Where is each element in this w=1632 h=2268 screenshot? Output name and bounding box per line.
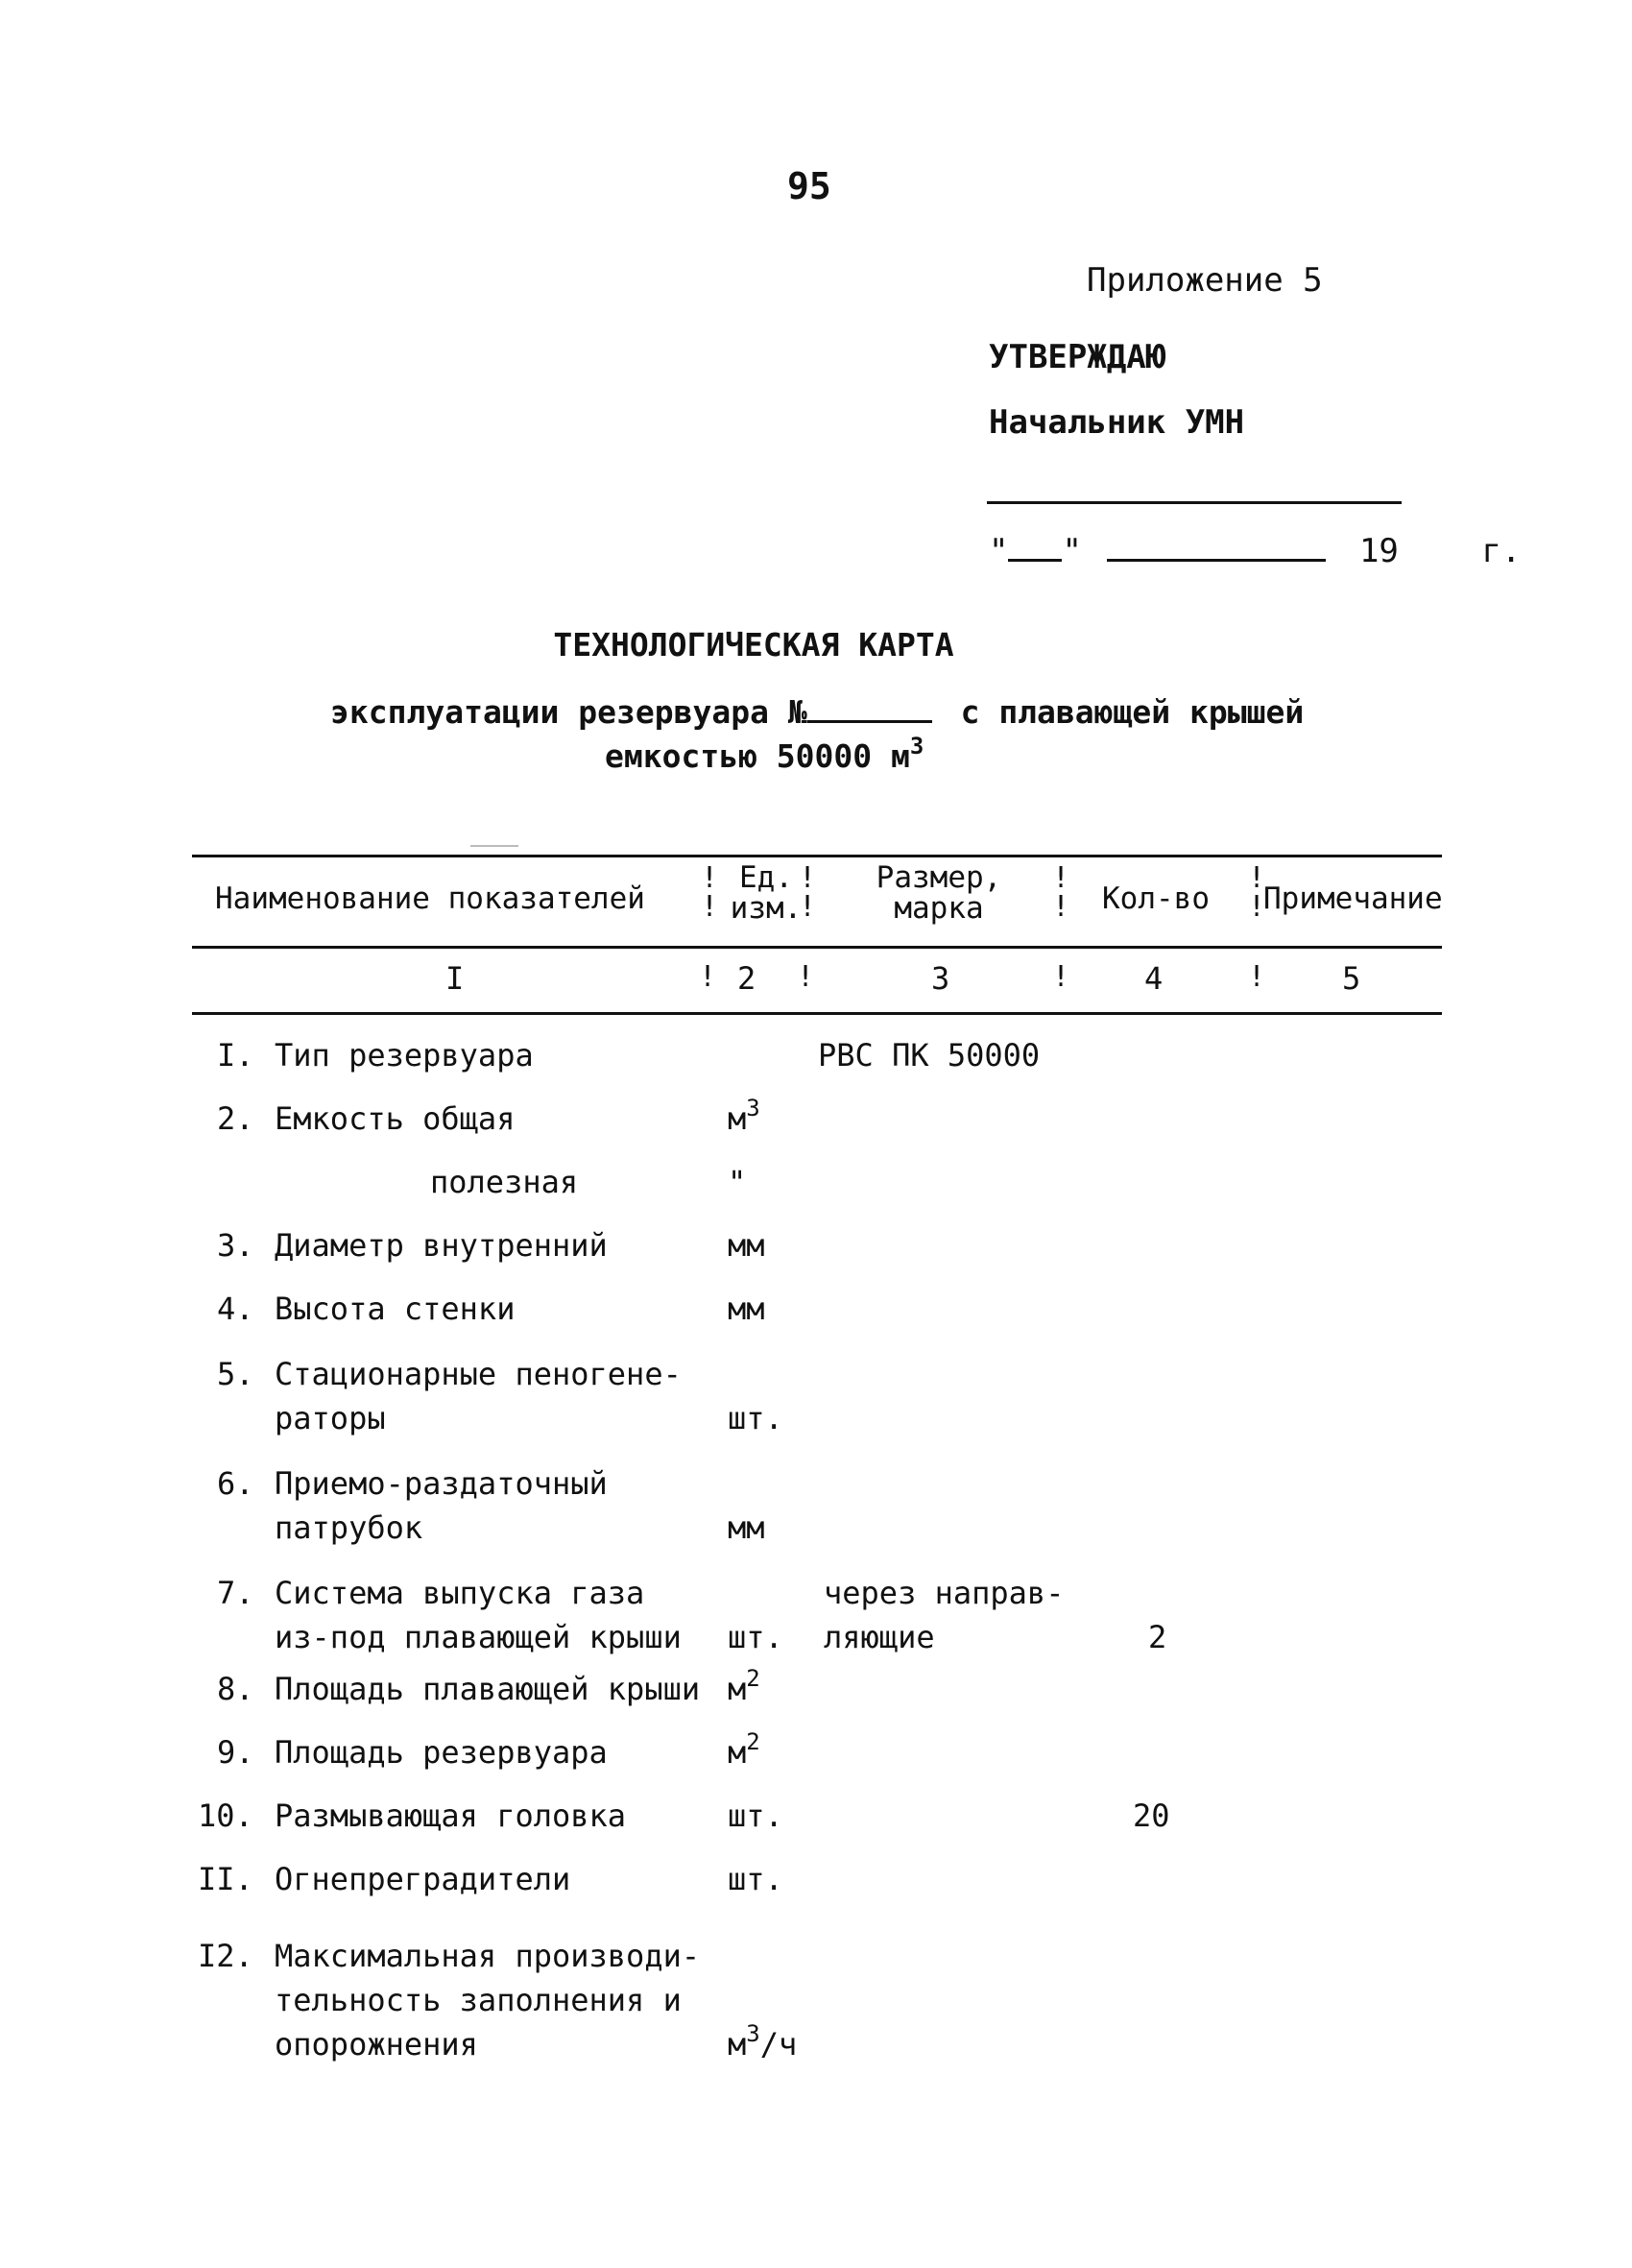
- tank-number-blank: [807, 691, 932, 723]
- row-unit: [728, 2020, 798, 2063]
- row-name: Высота стенки: [275, 1291, 516, 1327]
- column-separator: !: [699, 960, 717, 994]
- row-name: Размывающая головка: [275, 1798, 627, 1834]
- row-unit-text: м: [728, 2026, 747, 2063]
- header-separator: ! !: [799, 861, 817, 924]
- row-name: тельность заполнения и: [275, 1982, 682, 2018]
- capacity-text: емкостью 50000 м: [605, 737, 910, 775]
- row-number: 5.: [217, 1356, 254, 1392]
- row-name: из-под плавающей крыши: [275, 1619, 682, 1655]
- row-unit-sup: 3: [746, 1095, 760, 1122]
- row-unit-sup: 2: [746, 1728, 760, 1755]
- header-size: [833, 862, 1044, 924]
- row-unit: [728, 1164, 746, 1200]
- row-name: Емкость общая: [275, 1100, 516, 1137]
- row-name: патрубок: [275, 1509, 423, 1546]
- row-name: Площадь плавающей крыши: [275, 1671, 701, 1707]
- appendix-label: Приложение 5: [1087, 261, 1323, 300]
- row-name: Тип резервуара: [275, 1037, 534, 1074]
- row-unit-text: м: [728, 1100, 747, 1137]
- row-size: через направ-: [824, 1575, 1065, 1611]
- row-number: 4.: [217, 1291, 254, 1327]
- header-unit-line1: Ед.: [739, 860, 793, 895]
- column-numbers-rule: [192, 1012, 1442, 1015]
- row-number: 3.: [217, 1227, 254, 1264]
- row-unit-text: м: [728, 1734, 747, 1771]
- row-unit: [728, 1798, 783, 1834]
- row-name: Приемо-раздаточный: [275, 1465, 608, 1502]
- column-number: 4: [1144, 960, 1164, 997]
- row-number: 8.: [217, 1671, 254, 1707]
- row-name: Диаметр внутренний: [275, 1227, 608, 1264]
- column-number: 5: [1342, 960, 1361, 997]
- header-bottom-rule: [192, 946, 1442, 949]
- row-unit-suffix: /ч: [759, 2026, 798, 2063]
- subtitle-part1: эксплуатации резервуара №: [330, 693, 807, 731]
- row-number: 10.: [198, 1798, 253, 1834]
- header-separator: ! !: [1052, 861, 1070, 924]
- row-size: ляющие: [824, 1619, 935, 1655]
- header-name: Наименование показателей: [215, 881, 645, 916]
- column-separator: !: [1052, 960, 1070, 994]
- column-number: 2: [737, 960, 756, 997]
- row-unit-text: шт.: [728, 1861, 783, 1897]
- row-name: опорожнения: [275, 2026, 478, 2063]
- row-number: II.: [198, 1861, 253, 1897]
- document-title: ТЕХНОЛОГИЧЕСКАЯ КАРТА: [553, 626, 954, 664]
- row-unit: [728, 1728, 760, 1771]
- date-quote-close: ": [1062, 532, 1082, 570]
- row-number: I.: [217, 1037, 254, 1074]
- row-number: 6.: [217, 1465, 254, 1502]
- row-name: Площадь резервуара: [275, 1734, 608, 1771]
- row-unit: [728, 1861, 783, 1897]
- capacity-sup: 3: [909, 733, 924, 760]
- row-name: раторы: [275, 1400, 386, 1436]
- row-unit: [728, 1227, 765, 1264]
- row-unit-sup: 3: [746, 2020, 760, 2047]
- row-unit: [728, 1291, 765, 1327]
- row-unit-text: шт.: [728, 1798, 783, 1834]
- row-name: Система выпуска газа: [275, 1575, 645, 1611]
- approval-label: УТВЕРЖДАЮ: [989, 338, 1166, 376]
- header-size-line1: Размер,: [876, 860, 1002, 895]
- header-qty: Кол-во: [1102, 881, 1210, 916]
- row-name: Максимальная производи-: [275, 1938, 701, 1974]
- subtitle-part2: с плавающей крышей: [960, 693, 1305, 731]
- row-unit-text: шт.: [728, 1400, 783, 1436]
- year-prefix: 19: [1358, 532, 1399, 570]
- row-name: полезная: [430, 1164, 579, 1200]
- row-number: 9.: [217, 1734, 254, 1771]
- header-note: Примечание: [1263, 881, 1443, 916]
- header-size-line2: марка: [894, 891, 984, 926]
- row-unit-text: мм: [728, 1509, 765, 1546]
- column-number: 3: [931, 960, 950, 997]
- row-number: 2.: [217, 1100, 254, 1137]
- document-capacity: [605, 733, 924, 775]
- header-unit-line2: изм.: [730, 891, 803, 926]
- year-suffix: г.: [1481, 532, 1522, 570]
- row-unit: [728, 1509, 765, 1546]
- month-blank: [1107, 530, 1326, 562]
- row-unit-sup: 2: [746, 1665, 760, 1692]
- approval-date: [989, 530, 1521, 570]
- date-quote-open: ": [989, 532, 1009, 570]
- row-unit-text: шт.: [728, 1619, 783, 1655]
- day-blank: [1008, 530, 1062, 562]
- header-separator: ! !: [1248, 861, 1266, 924]
- row-unit-text: м: [728, 1671, 747, 1707]
- row-unit: [728, 1665, 760, 1707]
- row-name: Стационарные пеногене-: [275, 1356, 682, 1392]
- row-size: РВС ПК 50000: [818, 1037, 1041, 1074]
- row-unit-text: ": [728, 1164, 747, 1200]
- row-unit-text: мм: [728, 1227, 765, 1264]
- header-unit: [728, 862, 804, 924]
- document-subtitle: [330, 691, 1304, 731]
- row-unit-text: мм: [728, 1291, 765, 1327]
- row-name: Огнепреградители: [275, 1861, 571, 1897]
- row-qty: 20: [1133, 1798, 1170, 1834]
- row-qty: 2: [1148, 1619, 1167, 1655]
- row-number: 7.: [217, 1575, 254, 1611]
- table-top-rule: [192, 855, 1442, 857]
- row-unit: [728, 1619, 783, 1655]
- page-number: 95: [787, 165, 831, 207]
- row-unit: [728, 1400, 783, 1436]
- column-separator: !: [797, 960, 815, 994]
- row-number: I2.: [198, 1938, 253, 1974]
- approver-position: Начальник УМН: [989, 403, 1245, 442]
- scan-mark: [470, 845, 518, 847]
- header-separator: ! !: [701, 861, 719, 924]
- row-unit: [728, 1095, 760, 1137]
- column-separator: !: [1248, 960, 1266, 994]
- signature-line: [987, 501, 1402, 504]
- column-number: I: [445, 960, 465, 997]
